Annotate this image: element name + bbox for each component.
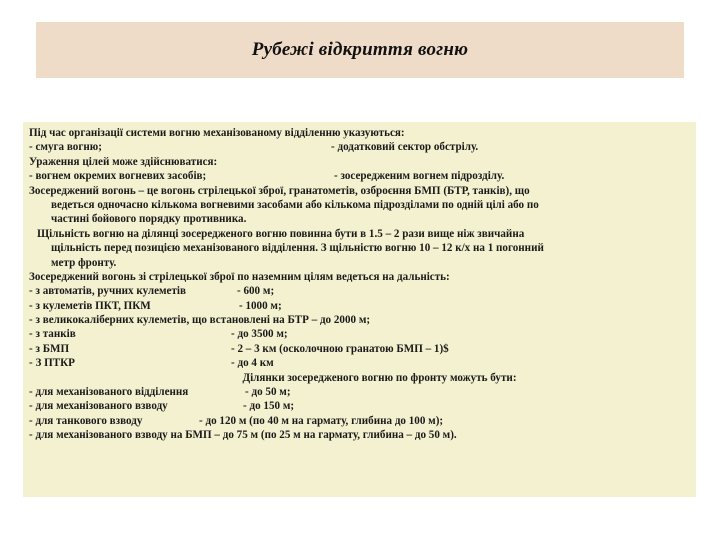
range-right: - до 3500 м; — [231, 328, 288, 341]
concentrated-fire-line-1: Зосереджений вогонь – це вогонь стрілецької зброї, гранатометів, озброєння БМП (БТР, танків), що — [29, 184, 530, 197]
sector-left: - для механізованого взводу — [29, 400, 168, 413]
range-right: - 600 м; — [237, 285, 275, 298]
content-panel — [23, 122, 696, 497]
slide-title: Рубежі відкриття вогню — [251, 39, 469, 60]
title-banner — [36, 22, 684, 78]
range-row — [29, 313, 690, 327]
range-right: - до 4 км — [231, 357, 274, 370]
range-left: - з автоматів, ручних кулеметів — [29, 285, 186, 298]
range-row — [29, 299, 690, 313]
range-left: - з БМП — [29, 342, 70, 355]
fire-density-line-2: щільність перед позицією механізованого відділення. З щільністю вогню 10 – 12 к/х на 1 погонний — [51, 242, 544, 255]
sector-row — [29, 385, 690, 399]
range-row — [29, 356, 690, 370]
fire-zone-right: - додатковий сектор обстрілу. — [331, 141, 479, 154]
sector-left: - для механізованого відділення — [29, 386, 189, 399]
sectors-heading: Ділянки зосередженого вогню по фронту можуть бути: — [242, 371, 517, 384]
sector-left: - для механізованого взводу на БМП – до 75 м (по 25 м на гармату, глибина – до 50 м). — [29, 429, 457, 442]
fire-density-line-3: метр фронту. — [51, 256, 117, 269]
fire-zone-row — [29, 140, 690, 154]
range-right: - 1000 м; — [239, 299, 282, 312]
sector-right: - до 120 м (по 40 м на гармату, глибина до 100 м); — [199, 414, 444, 427]
target-engagement-line: Ураження цілей може здійснюватися: — [29, 155, 218, 168]
range-left: - з великокаліберних кулеметів, що встановлені на БТР – до 2000 м; — [29, 314, 371, 327]
range-left: - З ПТКР — [29, 357, 75, 370]
range-intro-line: Зосереджений вогонь зі стрілецької зброї по наземним цілям ведеться на дальність: — [29, 270, 450, 283]
fire-mode-right: - зосередженим вогнем підрозділу. — [334, 170, 505, 183]
concentrated-fire-line-2: ведеться одночасно кількома вогневими засобами або кількома підрозділами по одній цілі або по — [51, 198, 539, 211]
sector-right: - до 50 м; — [245, 386, 291, 399]
range-right: - 2 – 3 км (осколочною гранатою БМП – 1)$ — [231, 342, 449, 355]
fire-mode-left: - вогнем окремих вогневих засобів; — [29, 170, 207, 183]
range-left: - з танків — [29, 328, 76, 341]
sector-left: - для танкового взводу — [29, 414, 143, 427]
fire-zone-left: - смуга вогню; — [29, 141, 102, 154]
range-row — [29, 284, 690, 298]
sector-row — [29, 428, 690, 442]
range-left: - з кулеметів ПКТ, ПКМ — [29, 299, 151, 312]
fire-mode-row — [29, 169, 690, 183]
sector-row — [29, 399, 690, 413]
concentrated-fire-line-3: частині бойового порядку противника. — [51, 213, 247, 226]
sector-right: - до 150 м; — [243, 400, 295, 413]
fire-density-line-1: Щільність вогню на ділянці зосередженого вогню повинна бути в 1.5 – 2 рази вище ніж звичайна — [37, 227, 525, 240]
range-row — [29, 327, 690, 341]
sector-row — [29, 414, 690, 428]
range-row — [29, 342, 690, 356]
intro-line: Під час організації системи вогню механізованому відділенню указуються: — [29, 127, 405, 139]
